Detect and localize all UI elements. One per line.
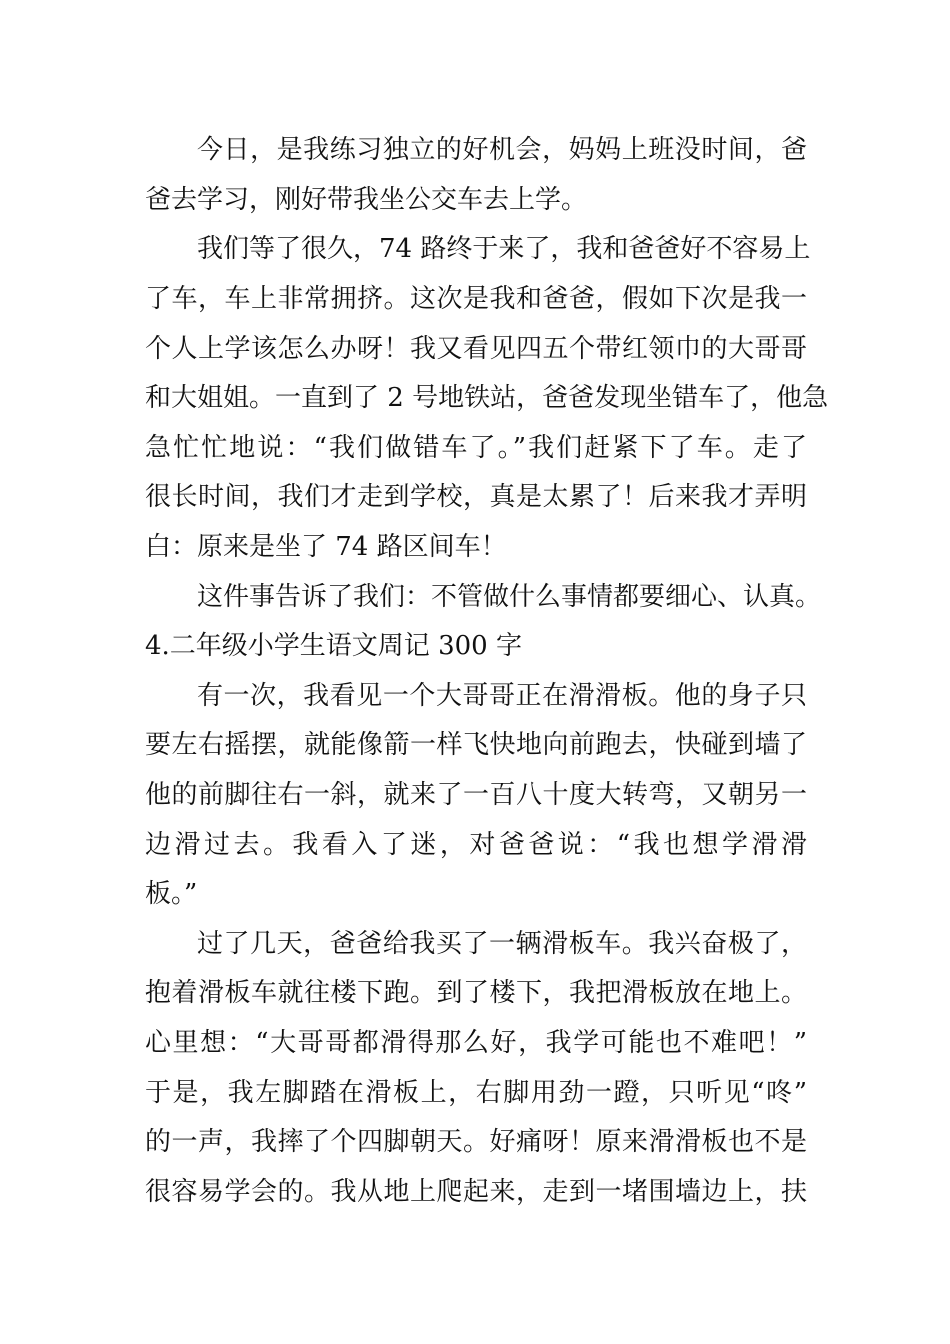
text-line: 白：原来是坐了 74 路区间车！ — [145, 532, 507, 562]
text-line: 急忙忙地说：“我们做错车了。”我们赶紧下了车。走了 — [145, 433, 807, 463]
text-line: 板。” — [145, 879, 198, 909]
text-line: 抱着滑板车就往楼下跑。到了楼下，我把滑板放在地上。 — [145, 978, 807, 1008]
text-line: 要左右摇摆，就能像箭一样飞快地向前跑去，快碰到墙了 — [145, 730, 807, 760]
text-line: 于是，我左脚踏在滑板上，右脚用劲一蹬，只听见“咚” — [145, 1078, 807, 1108]
text-line: 有一次，我看见一个大哥哥正在滑滑板。他的身子只 — [197, 681, 807, 711]
text-line: 今日，是我练习独立的好机会，妈妈上班没时间，爸 — [197, 135, 807, 165]
text-line: 我们等了很久，74 路终于来了，我和爸爸好不容易上 — [197, 234, 811, 264]
text-line: 个人上学该怎么办呀！我又看见四五个带红领巾的大哥哥 — [145, 334, 807, 364]
text-line: 很长时间，我们才走到学校，真是太累了！后来我才弄明 — [145, 482, 807, 512]
text-line: 很容易学会的。我从地上爬起来，走到一堵围墙边上，扶 — [145, 1177, 807, 1207]
text-line: 了车，车上非常拥挤。这次是我和爸爸，假如下次是我一 — [145, 284, 807, 314]
text-line: 过了几天，爸爸给我买了一辆滑板车。我兴奋极了， — [197, 929, 807, 959]
text-line: 的一声，我摔了个四脚朝天。好痛呀！原来滑滑板也不是 — [145, 1127, 807, 1157]
text-line: 他的前脚往右一斜，就来了一百八十度大转弯，又朝另一 — [145, 780, 807, 810]
text-line: 心里想：“大哥哥都滑得那么好，我学可能也不难吧！” — [145, 1028, 807, 1058]
text-line: 这件事告诉了我们：不管做什么事情都要细心、认真。 — [197, 582, 822, 612]
text-line: 和大姐姐。一直到了 2 号地铁站，爸爸发现坐错车了，他急 — [145, 383, 829, 413]
text-line: 爸去学习，刚好带我坐公交车去上学。 — [145, 185, 588, 215]
text-line: 边滑过去。我看入了迷，对爸爸说：“我也想学滑滑 — [145, 830, 807, 860]
section-heading: 4.二年级小学生语文周记 300 字 — [145, 631, 522, 661]
